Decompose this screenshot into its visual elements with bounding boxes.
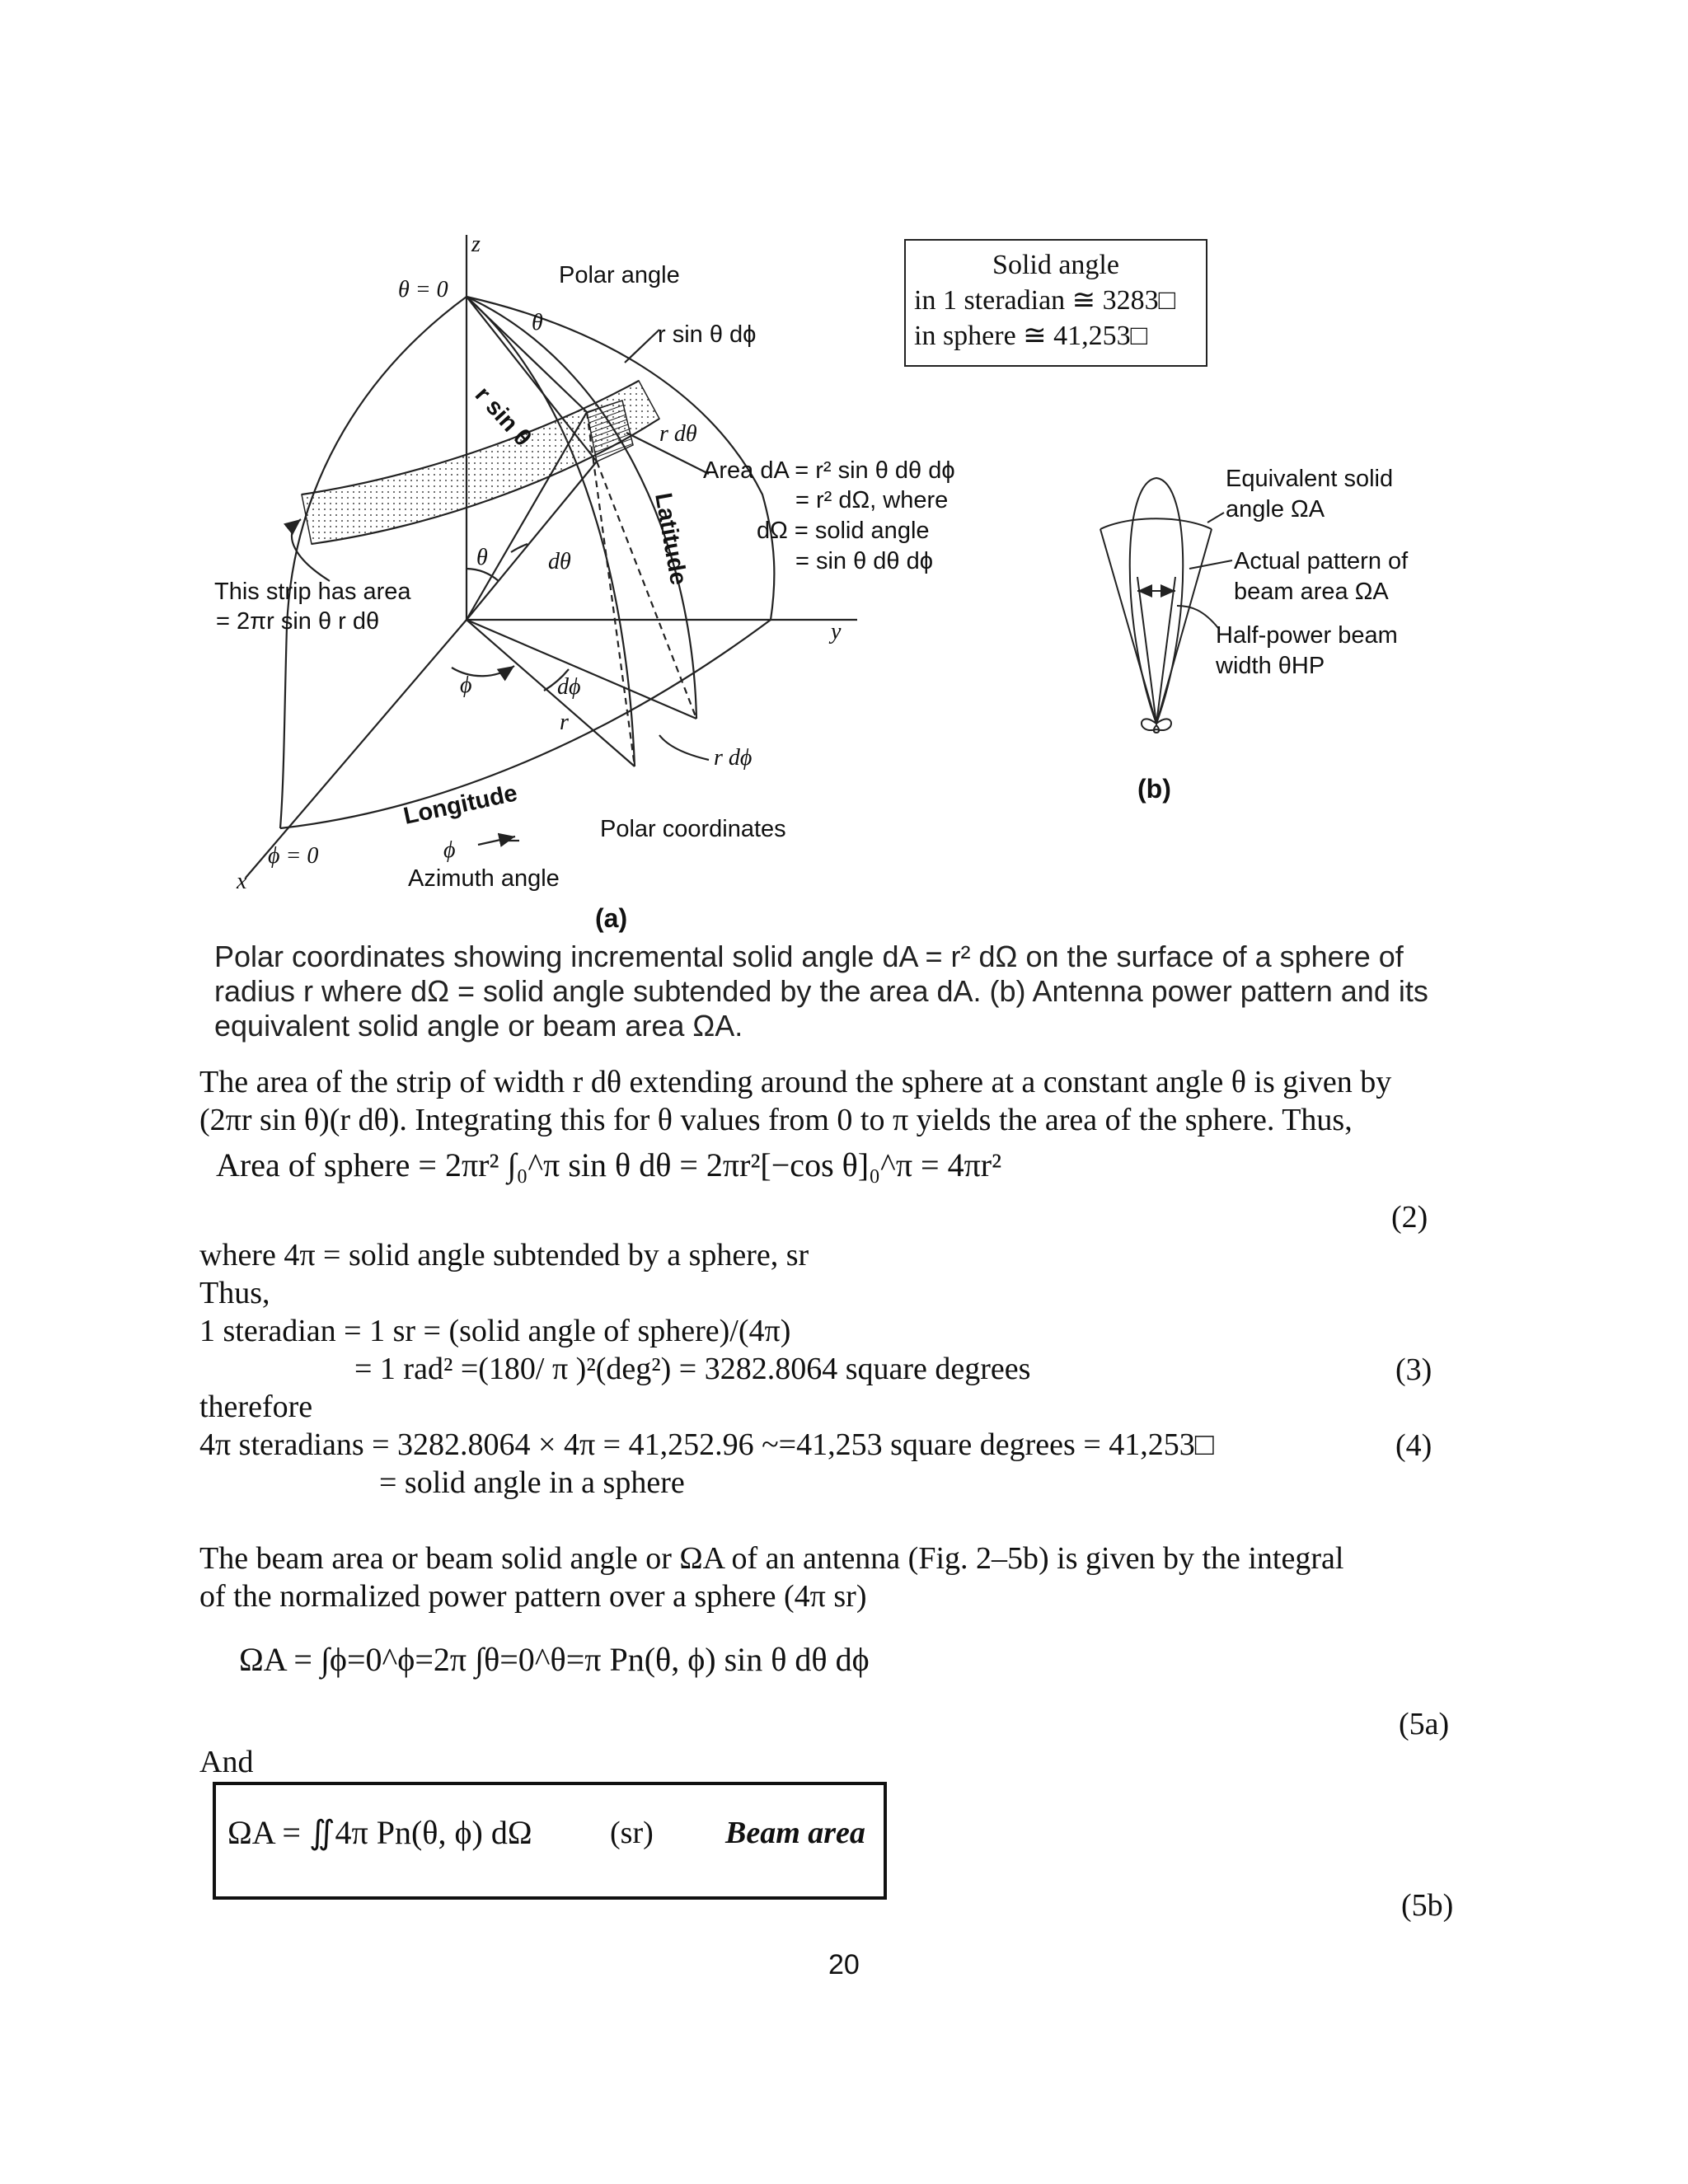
- label-dphi: dϕ: [557, 674, 581, 700]
- label-r-sin-theta-dphi: r sin θ dϕ: [658, 321, 757, 348]
- label-r-sin-theta: r sin θ: [469, 382, 537, 452]
- equation-5b-box: [213, 1782, 887, 1900]
- figure-polar-coordinates: [0, 0, 1688, 948]
- therefore-line: therefore: [199, 1390, 313, 1424]
- label-longitude: Longitude: [401, 780, 520, 830]
- label-theta-top: θ: [532, 310, 543, 335]
- label-r-dtheta: r dθ: [659, 421, 697, 447]
- equation-2-number: (2): [1391, 1200, 1428, 1235]
- label-r: r: [560, 710, 569, 735]
- equation-4-number: (4): [1395, 1428, 1432, 1463]
- label-area-line-4: = sin θ dθ dϕ: [795, 548, 933, 574]
- equation-5b-number: (5b): [1401, 1888, 1454, 1923]
- label-panel-b: (b): [1137, 774, 1171, 804]
- equation-5a-number: (5a): [1399, 1707, 1450, 1741]
- equation-4-line-2: = solid angle in a sphere: [379, 1465, 685, 1500]
- label-polar-coordinates: Polar coordinates: [600, 816, 786, 842]
- solid-angle-box: [904, 239, 1207, 367]
- label-z: z: [471, 232, 481, 257]
- sphere-equator: [280, 620, 771, 828]
- solid-angle-steradian: in 1 steradian ≅ 3283□: [914, 285, 1176, 316]
- sphere-outline-left: [280, 297, 467, 828]
- label-area-line-2: = r² dΩ, where: [795, 487, 949, 513]
- figure-caption: Polar coordinates showing incremental solid angle dA = r² dΩ on the surface of a sphere of radius r where dΩ = solid angle subtended by the area dA. (b) Antenna power pattern and its equivalent solid angle or beam area ΩA.: [214, 940, 1428, 1043]
- equation-5b-unit: (sr): [610, 1816, 654, 1850]
- label-polar-angle: Polar angle: [559, 262, 680, 288]
- label-half-power-line-2: width θHP: [1216, 653, 1325, 679]
- equation-4-line-1: 4π steradians = 3282.8064 × 4π = 41,252.96 ~=41,253 square degrees = 41,253□: [199, 1427, 1214, 1462]
- beam-paragraph-line-1: The beam area or beam solid angle or ΩA of an antenna (Fig. 2–5b) is given by the integral: [199, 1541, 1344, 1576]
- main-lobe: [1130, 478, 1184, 724]
- label-actual-line-2: beam area ΩA: [1234, 579, 1389, 605]
- steradian-line-1: 1 steradian = 1 sr = (solid angle of sphere)/(4π): [199, 1314, 791, 1348]
- label-half-power-line-1: Half-power beam: [1216, 622, 1398, 649]
- label-dtheta: dθ: [548, 549, 571, 574]
- label-area-line-1: Area dA = r² sin θ dθ dϕ: [703, 457, 955, 484]
- equivalent-cap: [1100, 518, 1212, 529]
- label-phi-zero: ϕ = 0: [268, 843, 319, 869]
- label-r-dphi: r dϕ: [714, 745, 753, 771]
- back-lobe: [1154, 725, 1159, 733]
- label-phi-arrow: ϕ: [443, 837, 456, 863]
- solid-angle-sphere: in sphere ≅ 41,253□: [914, 321, 1148, 351]
- label-phi: ϕ: [460, 673, 472, 698]
- label-azimuth-angle: Azimuth angle: [408, 865, 560, 892]
- paragraph-line-2: (2πr sin θ)(r dθ). Integrating this for θ values from 0 to π yields the area of the sphere. Thus,: [199, 1103, 1353, 1137]
- equation-5a: ΩA = ∫ϕ=0^ϕ=2π ∫θ=0^θ=π Pn(θ, ϕ) sin θ dθ dϕ: [239, 1641, 870, 1678]
- x-axis: [246, 620, 467, 878]
- label-theta-mid: θ: [476, 545, 488, 570]
- and-line: And: [199, 1745, 254, 1779]
- equation-2: Area of sphere = 2πr² ∫₀^π sin θ dθ = 2πr²[−cos θ]₀^π = 4πr²: [216, 1146, 1002, 1183]
- equation-5b-label: Beam area: [725, 1816, 865, 1850]
- label-actual-line-1: Actual pattern of: [1234, 548, 1409, 574]
- figure-a-labels: [214, 232, 955, 933]
- beam-pattern-drawing: [1100, 478, 1232, 733]
- label-x: x: [237, 869, 247, 894]
- label-panel-a: (a): [595, 903, 628, 933]
- solid-angle-title: Solid angle: [992, 250, 1119, 280]
- steradian-line-2: = 1 rad² =(180/ π )²(deg²) = 3282.8064 square degrees: [354, 1352, 1031, 1386]
- label-strip-line-2: = 2πr sin θ r dθ: [216, 608, 380, 635]
- beam-paragraph-line-2: of the normalized power pattern over a sphere (4π sr): [199, 1579, 867, 1614]
- meridian-1: [467, 297, 635, 766]
- equation-3-number: (3): [1395, 1352, 1432, 1387]
- page-number: 20: [828, 1949, 860, 1980]
- equation-5b: ΩA = ∬4π Pn(θ, ϕ) dΩ: [227, 1814, 532, 1851]
- label-theta-zero: θ = 0: [398, 277, 448, 302]
- label-area-line-3: dΩ = solid angle: [757, 518, 930, 544]
- equivalent-cone: [1100, 529, 1212, 724]
- thus-line: Thus,: [199, 1276, 270, 1310]
- label-strip-line-1: This strip has area: [214, 579, 411, 605]
- label-equivalent-line-2: angle ΩA: [1226, 496, 1325, 523]
- label-y: y: [831, 619, 842, 644]
- paragraph-line-1: The area of the strip of width r dθ extending around the sphere at a constant angle θ is given by: [199, 1065, 1392, 1099]
- where-line: where 4π = solid angle subtended by a sphere, sr: [199, 1238, 809, 1272]
- label-latitude: Latitude: [649, 490, 692, 588]
- label-equivalent-line-1: Equivalent solid: [1226, 466, 1394, 492]
